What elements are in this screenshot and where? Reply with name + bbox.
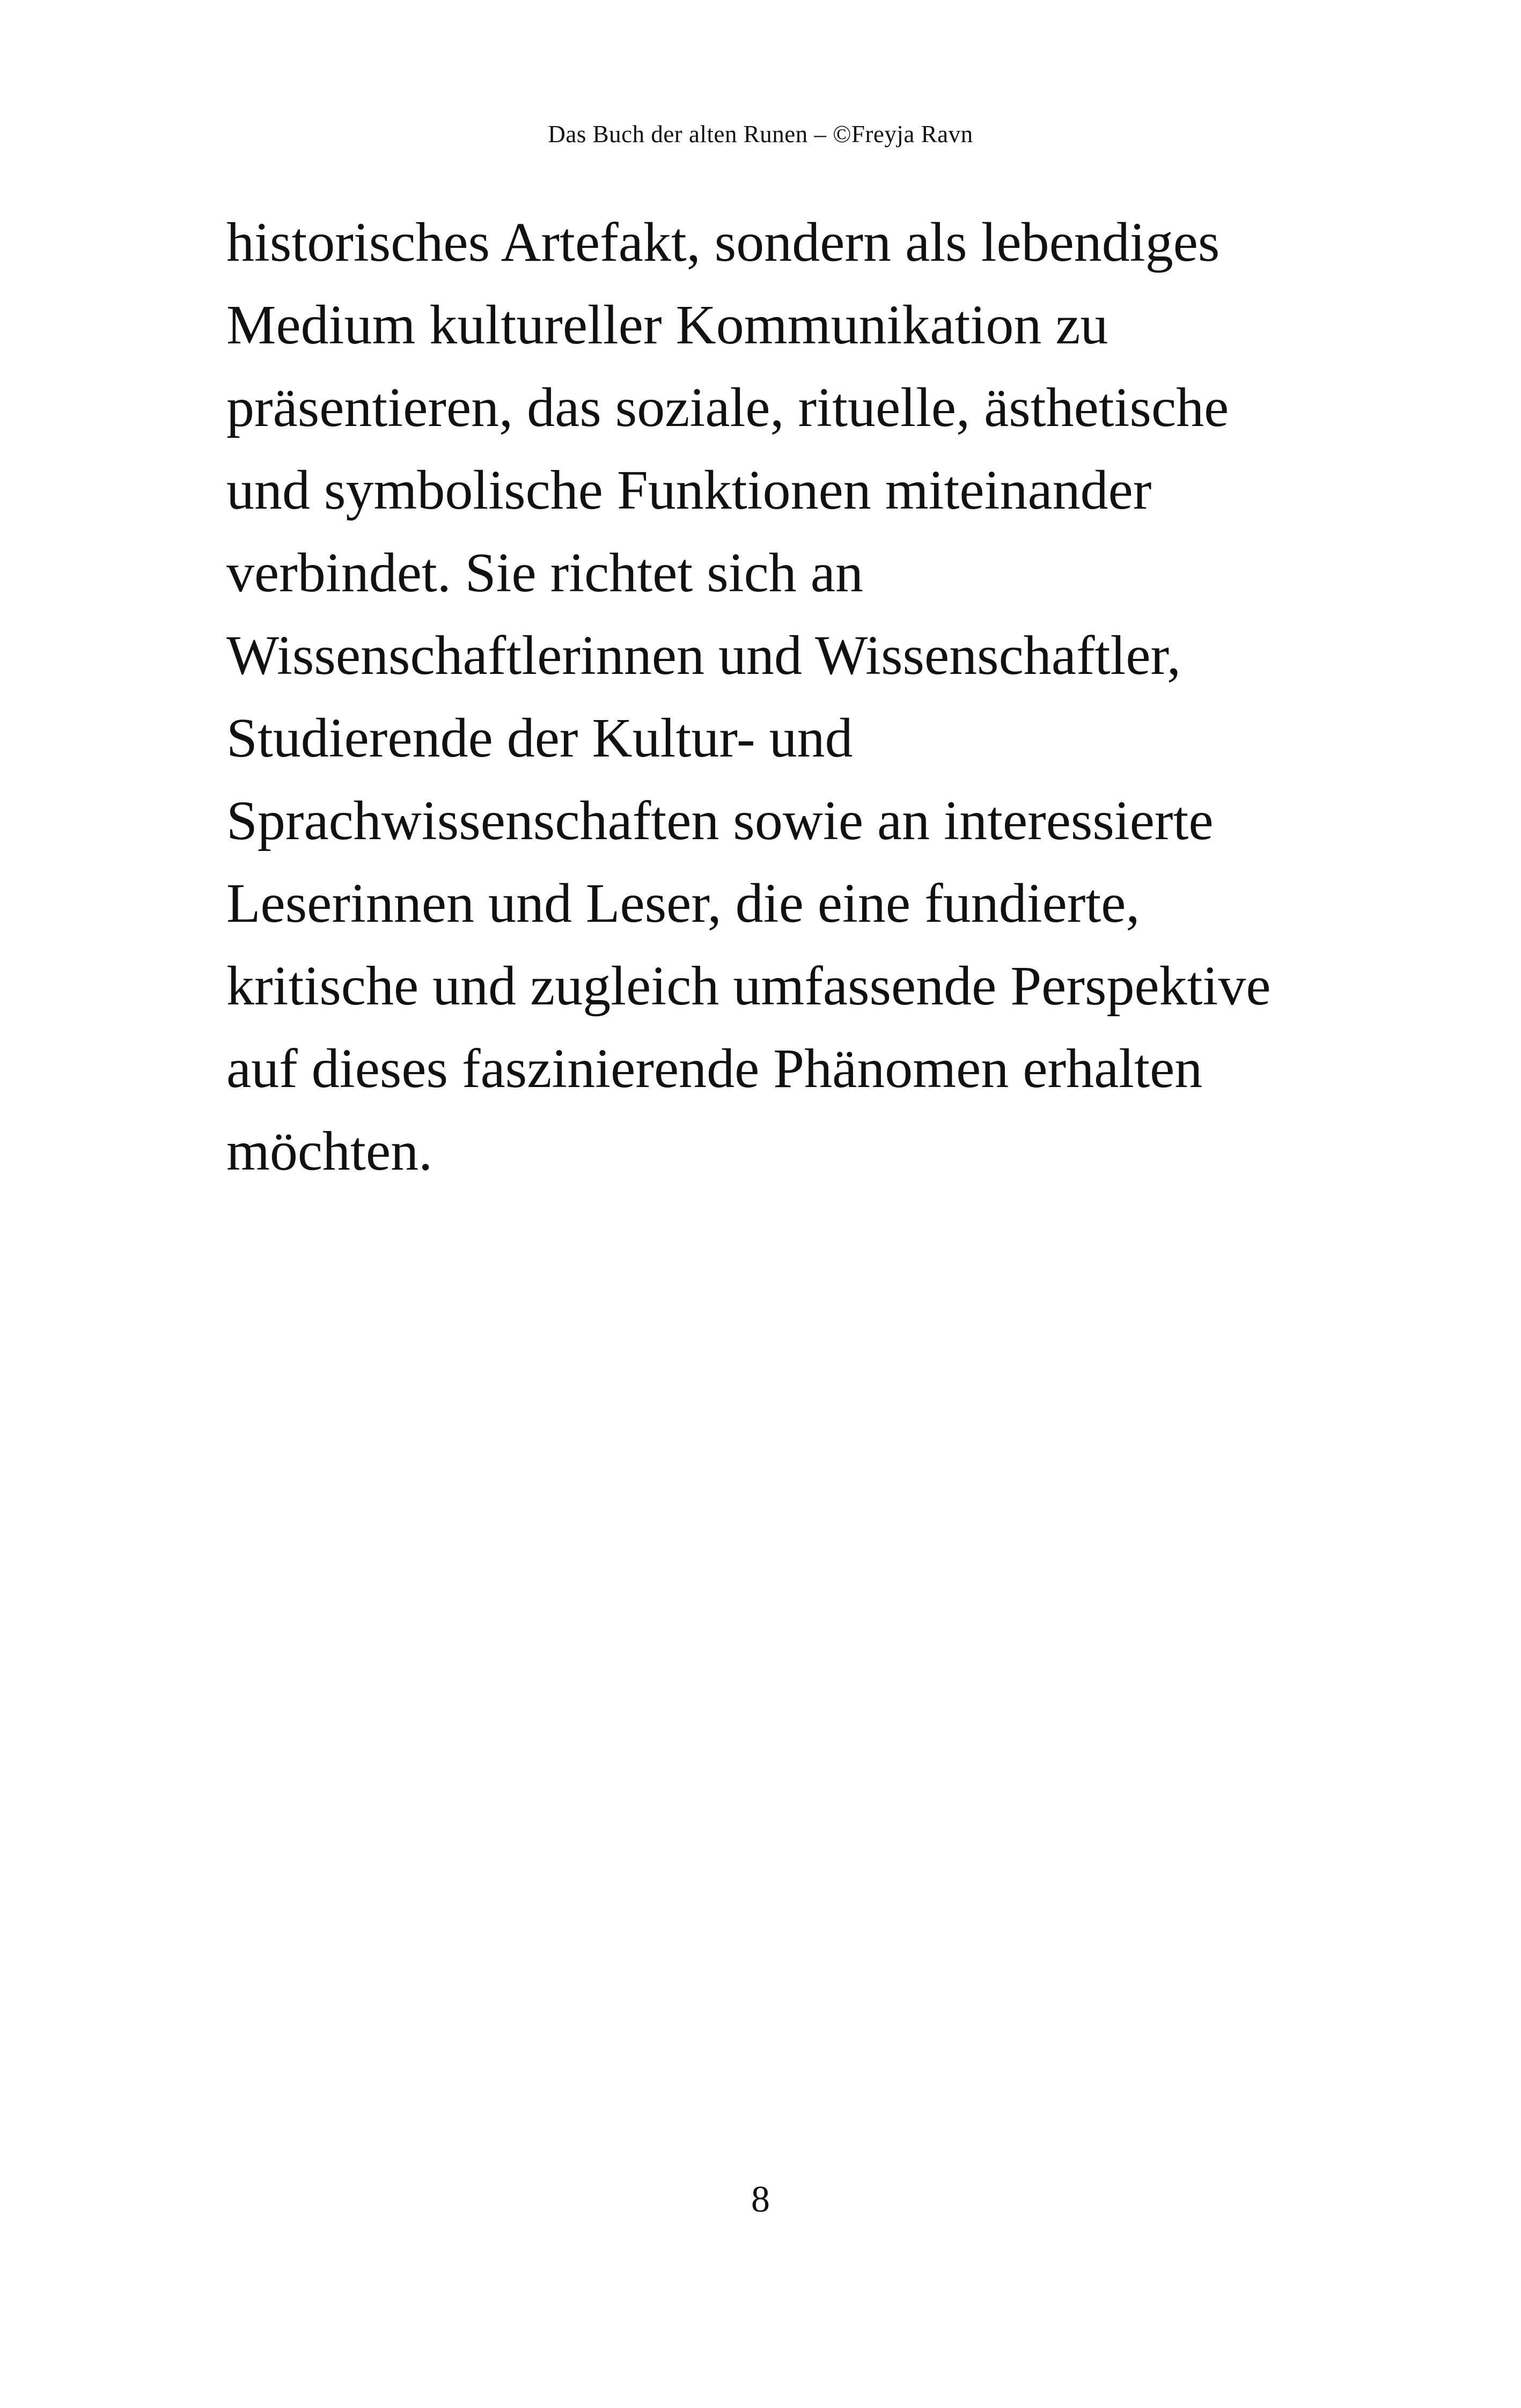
- body-line: verbindet. Sie richtet sich an: [226, 542, 863, 604]
- running-header: Das Buch der alten Runen – ©Freyja Ravn: [548, 121, 973, 148]
- body-line: und symbolische Funktionen miteinander: [226, 459, 1152, 521]
- body-line: Leserinnen und Leser, die eine fundierte,: [226, 872, 1140, 934]
- body-line: präsentieren, das soziale, rituelle, ästhetische: [226, 377, 1229, 438]
- body-text: [226, 201, 1407, 1193]
- body-line: Medium kultureller Kommunikation zu: [226, 294, 1108, 356]
- body-line: kritische und zugleich umfassende Perspektive: [226, 955, 1271, 1017]
- body-line: historisches Artefakt, sondern als lebendiges: [226, 211, 1220, 273]
- page-number: 8: [751, 2179, 770, 2220]
- body-line: möchten.: [226, 1120, 433, 1182]
- body-line: auf dieses faszinierende Phänomen erhalten: [226, 1038, 1203, 1099]
- body-line: Wissenschaftlerinnen und Wissenschaftler,: [226, 625, 1181, 686]
- body-line: Studierende der Kultur- und: [226, 707, 853, 769]
- body-line: Sprachwissenschaften sowie an interessierte: [226, 790, 1214, 851]
